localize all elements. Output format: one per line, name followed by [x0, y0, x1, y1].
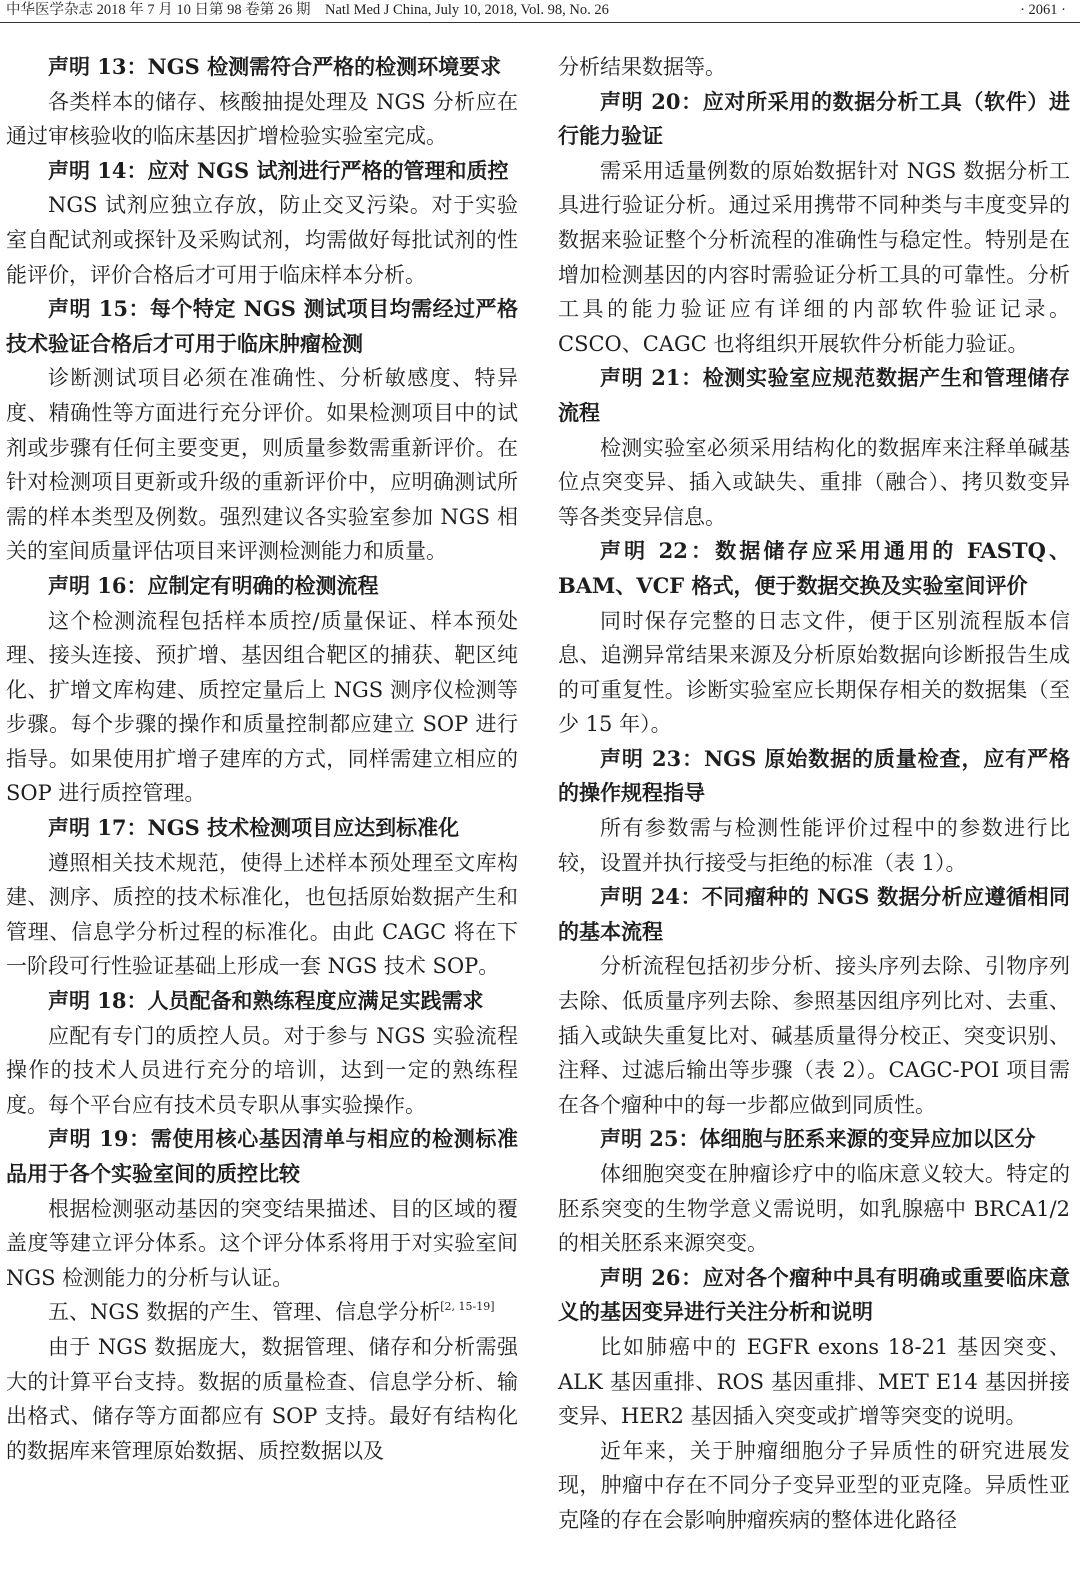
- body-paragraph: [558, 154, 1070, 362]
- left-column: [6, 50, 518, 1468]
- body-paragraph-text: 由于 NGS 数据庞大，数据管理、储存和分析需强大的计算平台支持。数据的质量检查、信息学分析、输出格式、储存等方面都应有 SOP 支持。最好有结构化的数据库来管理原始数据、质控数据以及: [6, 1334, 518, 1463]
- statement-heading: [6, 50, 518, 85]
- body-paragraph: [558, 604, 1070, 742]
- running-header: [0, 0, 1080, 22]
- body-paragraph-text: 体细胞突变在肿瘤诊疗中的临床意义较大。特定的胚系突变的生物学意义需说明，如乳腺癌中 BRCA1/2 的相关胚系来源突变。: [558, 1162, 1070, 1256]
- statement-heading-text: 声明 18：人员配备和熟练程度应满足实践需求: [48, 988, 484, 1014]
- journal-citation: 中华医学杂志 2018 年 7 月 10 日第 98 卷第 26 期 Natl Med J China, July 10, 2018, Vol. 98, No. 26: [6, 2, 609, 18]
- statement-heading-text: 声明 14：应对 NGS 试剂进行严格的管理和质控: [48, 157, 509, 183]
- body-paragraph: [6, 1192, 518, 1296]
- body-paragraph: [558, 1157, 1070, 1261]
- body-paragraph: [558, 431, 1070, 535]
- statement-heading-text: 声明 25：体细胞与胚系来源的变异应加以区分: [600, 1126, 1036, 1152]
- statement-heading-text: 声明 20：应对所采用的数据分析工具（软件）进行能力验证: [558, 88, 1070, 149]
- body-paragraph-text: 所有参数需与检测性能评价过程中的参数进行比较，设置并执行接受与拒绝的标准（表 1）。: [558, 816, 1070, 875]
- statement-heading: [558, 361, 1070, 430]
- body-paragraph: [558, 1330, 1070, 1434]
- section-heading-text: 五、NGS 数据的产生、管理、信息学分析: [48, 1300, 441, 1325]
- continued-paragraph-text: 分析结果数据等。: [558, 55, 726, 79]
- body-paragraph-text: 分析流程包括初步分析、接头序列去除、引物序列去除、低质量序列去除、参照基因组序列比对、去重、插入或缺失重复比对、碱基质量得分校正、突变识别、注释、过滤后输出等步骤（表 2）。CAGC-POI 项目需在各个瘤种中的每一步都应做到同质性。: [558, 954, 1070, 1117]
- page-number: · 2061 ·: [1020, 2, 1066, 18]
- body-paragraph-text: 遵照相关技术规范，使得上述样本预处理至文库构建、测序、质控的技术标准化，也包括原始数据产生和管理、信息学分析过程的标准化。由此 CAGC 将在下一阶段可行性验证基础上形成一套 NGS 技术 SOP。: [6, 850, 518, 979]
- body-paragraph: [6, 85, 518, 154]
- body-paragraph-text: NGS 试剂应独立存放，防止交叉污染。对于实验室自配试剂或探针及采购试剂，均需做好每批试剂的性能评价，评价合格后才可用于临床样本分析。: [6, 193, 518, 287]
- body-paragraph: [6, 604, 518, 812]
- body-paragraph: [6, 361, 518, 569]
- statement-heading: [6, 984, 518, 1019]
- statement-heading-text: 声明 23：NGS 原始数据的质量检查，应有严格的操作规程指导: [558, 745, 1070, 806]
- statement-heading-text: 声明 26：应对各个瘤种中具有明确或重要临床意义的基因变异进行关注分析和说明: [558, 1264, 1070, 1325]
- statement-heading: [6, 154, 518, 189]
- statement-heading-text: 声明 19：需使用核心基因清单与相应的检测标准品用于各个实验室间的质控比较: [6, 1126, 518, 1186]
- statement-heading: [6, 811, 518, 846]
- section-heading: [6, 1295, 518, 1330]
- body-paragraph-text: 近年来，关于肿瘤细胞分子异质性的研究进展发现，肿瘤中存在不同分子变异亚型的亚克隆。异质性亚克隆的存在会影响肿瘤疾病的整体进化路径: [558, 1438, 1070, 1532]
- statement-heading-text: 声明 17：NGS 技术检测项目应达到标准化: [48, 815, 460, 841]
- body-paragraph-text: 同时保存完整的日志文件，便于区别流程版本信息、追溯异常结果来源及分析原始数据向诊断报告生成的可重复性。诊断实验室应长期保存相关的数据集（至少 15 年）。: [558, 608, 1070, 737]
- body-paragraph-text: 需采用适量例数的原始数据针对 NGS 数据分析工具进行验证分析。通过采用携带不同种类与丰度变异的数据来验证整个分析流程的准确性与稳定性。特别是在增加检测基因的内容时需验证分析工具的可靠性。分析工具的能力验证应有详细的内部软件验证记录。CSCO、CAGC 也将组织开展软件分析能力验证。: [558, 158, 1070, 356]
- statement-heading-text: 声明 13：NGS 检测需符合严格的检测环境要求: [48, 54, 502, 79]
- body-paragraph: [6, 188, 518, 292]
- statement-heading: [558, 85, 1070, 154]
- statement-heading: [6, 292, 518, 361]
- body-paragraph-text: 应配有专门的质控人员。对于参与 NGS 实验流程操作的技术人员进行充分的培训，达到一定的熟练程度。每个平台应有技术员专职从事实验操作。: [6, 1023, 518, 1117]
- body-paragraph-text: 这个检测流程包括样本质控/质量保证、样本预处理、接头连接、预扩增、基因组合靶区的捕获、靶区纯化、扩增文库构建、质控定量后上 NGS 测序仪检测等步骤。每个步骤的操作和质量控制都应建立 SOP 进行指导。如果使用扩增子建库的方式，同样需建立相应的 SOP 进行质控管理。: [6, 608, 518, 806]
- body-paragraph-text: 根据检测驱动基因的突变结果描述、目的区域的覆盖度等建立评分体系。这个评分体系将用于对实验室间 NGS 检测能力的分析与认证。: [6, 1196, 518, 1290]
- statement-heading: [558, 1122, 1070, 1157]
- statement-heading-text: 声明 21：检测实验室应规范数据产生和管理储存流程: [558, 365, 1070, 425]
- statement-heading: [558, 880, 1070, 949]
- header-rule: [0, 22, 1080, 23]
- body-paragraph-text: 检测实验室必须采用结构化的数据库来注释单碱基位点突变异、插入或缺失、重排（融合）、拷贝数变异等各类变异信息。: [558, 435, 1070, 529]
- statement-heading: [558, 1261, 1070, 1330]
- right-column: [558, 50, 1070, 1538]
- body-paragraph-text: 各类样本的储存、核酸抽提处理及 NGS 分析应在通过审核验收的临床基因扩增检验实验室完成。: [6, 89, 518, 149]
- statement-heading: [558, 534, 1070, 603]
- statement-heading-text: 声明 15：每个特定 NGS 测试项目均需经过严格技术验证合格后才可用于临床肿瘤检测: [6, 296, 518, 356]
- statement-heading: [6, 1122, 518, 1191]
- body-paragraph: [6, 1330, 518, 1468]
- statement-heading-text: 声明 24：不同瘤种的 NGS 数据分析应遵循相同的基本流程: [558, 884, 1070, 944]
- body-paragraph: [6, 846, 518, 984]
- statement-heading: [558, 742, 1070, 811]
- body-paragraph: [558, 1434, 1070, 1538]
- continued-paragraph: [558, 50, 1070, 85]
- body-paragraph: [558, 949, 1070, 1122]
- citation-superscript: [2, 15-19]: [440, 1300, 495, 1314]
- body-paragraph: [558, 811, 1070, 880]
- body-paragraph-text: 诊断测试项目必须在准确性、分析敏感度、特异度、精确性等方面进行充分评价。如果检测项目中的试剂或步骤有任何主要变更，则质量参数需重新评价。在针对检测项目更新或升级的重新评价中，应明确测试所需的样本类型及例数。强烈建议各实验室参加 NGS 相关的室间质量评估项目来评测检测能力和质量。: [6, 366, 518, 564]
- statement-heading-text: 声明 16：应制定有明确的检测流程: [48, 572, 379, 598]
- statement-heading-text: 声明 22：数据储存应采用通用的 FASTQ、BAM、VCF 格式，便于数据交换及实验室间评价: [558, 538, 1070, 598]
- statement-heading: [6, 569, 518, 604]
- body-paragraph-text: 比如肺癌中的 EGFR exons 18-21 基因突变、ALK 基因重排、ROS 基因重排、MET E14 基因拼接变异、HER2 基因插入突变或扩增等突变的说明。: [558, 1334, 1070, 1429]
- body-paragraph: [6, 1019, 518, 1123]
